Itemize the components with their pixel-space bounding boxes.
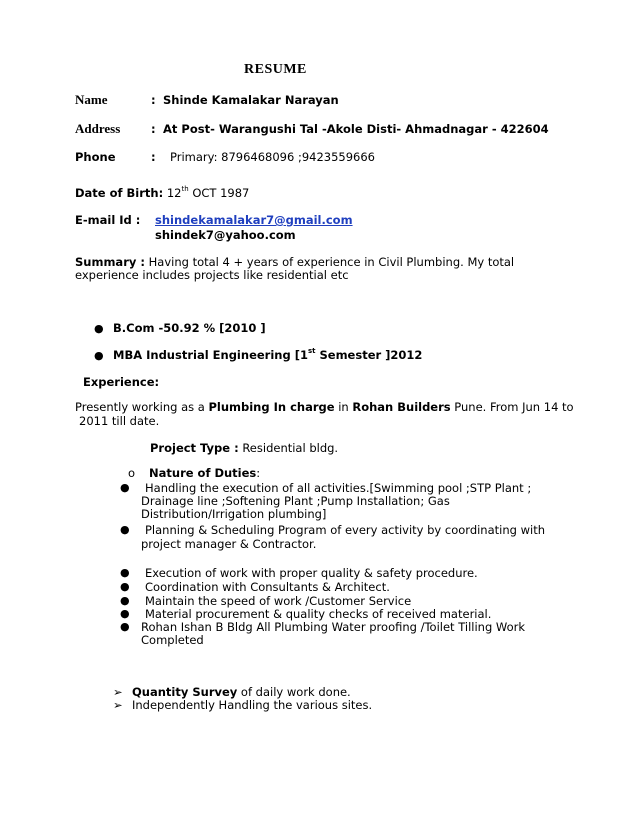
page-title: RESUME — [244, 62, 307, 77]
extra-item-2: Independently Handling the various sites. — [132, 698, 373, 712]
bullet-icon: ● — [120, 481, 130, 494]
bullet-icon: ● — [120, 620, 130, 633]
project-type-label: Project Type : — [150, 441, 239, 455]
duty-2-line-1: Planning & Scheduling Program of every activity by coordinating with — [145, 523, 545, 537]
experience-p1: Presently working as a — [75, 400, 209, 414]
duty-6: Material procurement & quality checks of received material. — [145, 607, 492, 621]
duty-7-line-2: Completed — [141, 633, 204, 647]
summary-text-1: Having total 4 + years of experience in Civil Plumbing. My total — [148, 255, 515, 269]
bullet-icon: ● — [120, 607, 130, 620]
education-item-1: B.Com -50.92 % [2010 ] — [113, 321, 266, 335]
summary-label: Summary : — [75, 255, 145, 269]
duties-heading — [149, 466, 260, 480]
bullet-icon: ● — [94, 322, 104, 335]
dob-line — [75, 186, 249, 200]
project-type-value: Residential bldg. — [242, 441, 339, 455]
phone-label: Phone — [75, 150, 116, 164]
summary-line-1 — [75, 255, 514, 269]
phone-line — [170, 150, 375, 164]
education-item-2 — [113, 348, 422, 362]
duty-2-line-2: project manager & Contractor. — [141, 537, 317, 551]
email-label: E-mail Id : — [75, 213, 141, 227]
circle-bullet-icon: o — [128, 466, 136, 480]
name-label: Name — [75, 92, 108, 107]
experience-heading: Experience: — [83, 375, 160, 389]
education-item-2-sup: st — [307, 347, 316, 355]
experience-company: Rohan Builders — [352, 400, 451, 414]
bullet-icon: ● — [120, 566, 130, 579]
education-item-2-pre: MBA Industrial Engineering [1 — [113, 348, 308, 362]
duties-colon: : — [256, 466, 261, 480]
arrow-bullet-icon: ➢ — [113, 685, 123, 699]
bullet-icon: ● — [120, 594, 130, 607]
duty-1-line-1: Handling the execution of all activities.[Swimming pool ;STP Plant ; — [145, 481, 532, 495]
duty-5: Maintain the speed of work /Customer Service — [145, 594, 412, 608]
duty-4: Coordination with Consultants & Architect. — [145, 580, 390, 594]
arrow-bullet-icon: ➢ — [113, 698, 123, 712]
bullet-icon: ● — [120, 580, 130, 593]
phone-prefix: Primary: — [170, 150, 218, 164]
name-sep: : — [151, 93, 156, 107]
dob-suffix: th — [181, 185, 189, 193]
address-sep: : — [151, 122, 156, 136]
summary-line-2: experience includes projects like residential etc — [75, 268, 349, 282]
experience-p3: Pune. From Jun 14 to — [450, 400, 574, 414]
email-secondary: shindek7@yahoo.com — [155, 228, 296, 242]
extra-item-1-bold: Quantity Survey — [132, 685, 238, 699]
address-label: Address — [75, 121, 121, 136]
extra-item-1 — [132, 685, 351, 699]
experience-line-2: 2011 till date. — [79, 414, 160, 428]
name-value: Shinde Kamalakar Narayan — [163, 93, 339, 107]
experience-p2: in — [334, 400, 353, 414]
duty-7-line-1: Rohan Ishan B Bldg All Plumbing Water proofing /Toilet Tilling Work — [141, 620, 526, 634]
duty-1-line-2: Drainage line ;Softening Plant ;Pump Installation; Gas — [141, 494, 450, 508]
bullet-icon: ● — [94, 349, 104, 362]
experience-role: Plumbing In charge — [208, 400, 335, 414]
duties-label: Nature of Duties — [149, 466, 257, 480]
education-item-2-post: Semester ]2012 — [315, 348, 423, 362]
duty-1-line-3: Distribution/Irrigation plumbing] — [141, 507, 327, 521]
project-type-line — [150, 441, 338, 455]
duty-3: Execution of work with proper quality & safety procedure. — [145, 566, 478, 580]
dob-day: 12 — [166, 186, 182, 200]
experience-line-1 — [75, 400, 574, 414]
bullet-icon: ● — [120, 523, 130, 536]
extra-item-1-rest: of daily work done. — [237, 685, 351, 699]
phone-sep: : — [151, 150, 156, 164]
dob-label: Date of Birth: — [75, 186, 164, 200]
dob-rest: OCT 1987 — [192, 186, 250, 200]
phone-value: 8796468096 ;9423559666 — [221, 150, 376, 164]
address-value: At Post- Warangushi Tal -Akole Disti- Ahmadnagar - 422604 — [163, 122, 549, 136]
email-primary-link[interactable]: shindekamalakar7@gmail.com — [155, 213, 353, 227]
